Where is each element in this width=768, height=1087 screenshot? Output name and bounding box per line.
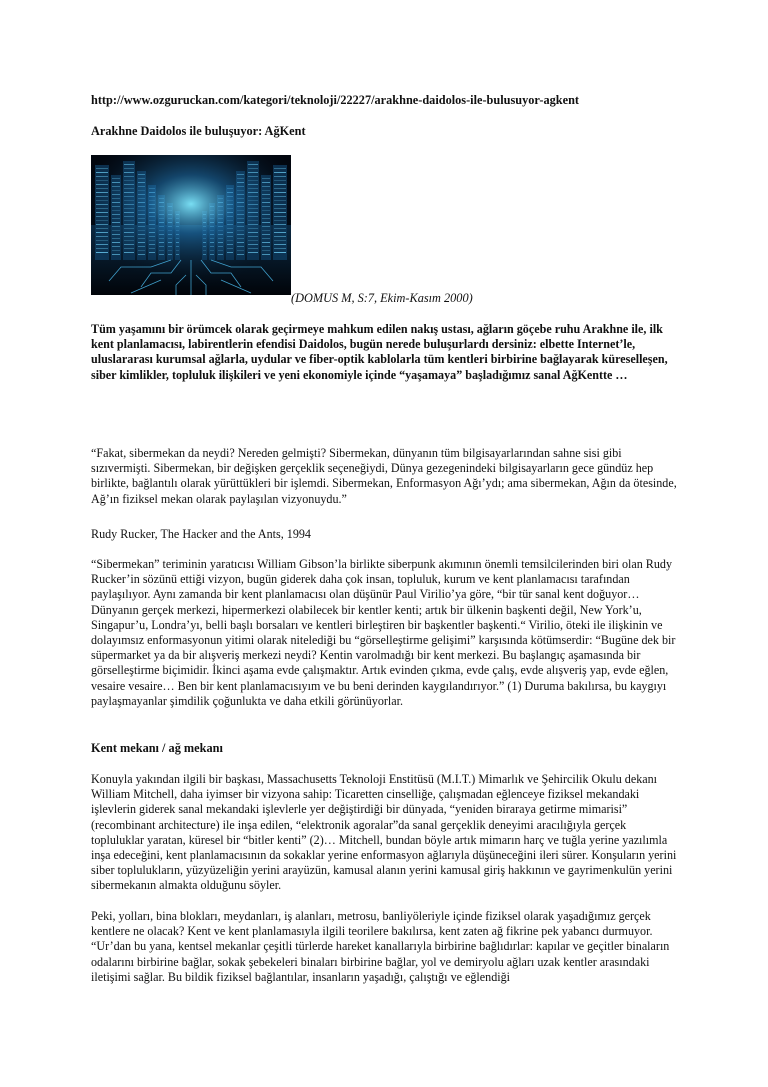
lead-paragraph: Tüm yaşamını bir örümcek olarak geçirmeye mahkum edilen nakış ustası, ağların göçebe ruhu Arakhne ile, ilk kent planlamacısı, labirentlerin efendisi Daidolos, bugün nerede buluşurlardı dersiniz: elbette Internet’le, uluslararası kurumsal ağlarla, uydular ve fiber-optik kablolarla tüm kentleri birbirine bağlayarak küreselleşen, siber kimlikler, topluluk ilişkileri ve yeni ekonomiyle içinde “yaşamaya” başladığımız sanal AğKentte … xyxy=(91,322,668,382)
cyber-city-image xyxy=(91,155,291,295)
quote-paragraph: “Fakat, sibermekan da neydi? Nereden gelmişti? Sibermekan, dünyanın tüm bilgisayarlarından sahne sisi gibi sızıvermişti. Sibermekan, bir değişken gerçeklik seçeneğiydi, Dünya gezegenindeki bilgisayarların gece gündüz hep birlikte, bağlantılı olarak yürüttükleri bir işlemdi. Sibermekan, Enformasyon Ağı’ydı; ama sibermekan, Ağın da ötesinde, Ağ’ın fiziksel mekan olarak paylaşılan vizyonuydu.” xyxy=(91,446,677,506)
image-caption: (DOMUS M, S:7, Ekim-Kasım 2000) xyxy=(291,291,473,305)
body-paragraph: Peki, yolları, bina blokları, meydanları, iş alanları, metrosu, banliyöleriyle içinde fiziksel olarak yaşadığımız gerçek kentlere ne olacak? Kent ve kent planlamasıyla ilgili teorilere bakılırsa, kent zaten ağ fikrine pek yabancı durmuyor. “Ur’dan bu yana, kentsel mekanlar çeşitli türlerde hareket kanallarıyla birbirine bağlıdırlar: kapılar ve geçitler binaların odalarını birbirine bağlar, sokak şebekeleri binaları birbirine bağlar, yol ve demiryolu ağları uzak kentler arasındaki iletişimi sağlar. Bu bildik fiziksel bağlantılar, insanların yaşadığı, çalıştığı ve eğlendiği xyxy=(91,909,670,984)
section-heading: Kent mekanı / ağ mekanı xyxy=(91,741,223,755)
article-title: Arakhne Daidolos ile buluşuyor: AğKent xyxy=(91,124,306,138)
body-paragraph: Konuyla yakından ilgili bir başkası, Massachusetts Teknoloji Enstitüsü (M.I.T.) Mimarlık ve Şehircilik Okulu dekanı William Mitchell, daha iyimser bir vizyona sahip: Ticaretten cinselliğe, çalışmadan eğlenceye fiziksel mekandaki işlevlerin giderek sanal mekandaki işlevlerle yer değiştirdiği bir dünyada, “yeniden biraraya getirme mimarisi” (recombinant architecture) ile inşa edilen, “elektronik agoralar”da sanal gerçeklik deneyimi aracılığıyla gerçek topluluklar yaratan, küresel bir “bitler kenti” (2)… Mitchell, bundan böyle artık mimarın harç ve tuğla yerine yazılımla inşa edeceğini, kent planlamacısının da sokaklar yerine enformasyon ağlarıyla düşüneceğini ileri sürer. Konşuların yerini siber toplulukların, yüzyüzeliğin yerini arayüzün, kamusal alanın yerini kamusal giriş hakkının ve gayrimenkulün yerini sibermekanın almakta olduğunu söyler. xyxy=(91,772,677,893)
body-paragraph: “Sibermekan” teriminin yaratıcısı William Gibson’la birlikte siberpunk akımının önemli temsilcilerinden biri olan Rudy Rucker’in sözünü ettiği vizyon, bugün giderek daha çok insan, topluluk, kurum ve kent planlamacısı tarafından paylaşılıyor. Aynı zamanda bir kent planlamacısı olan düşünür Paul Virilio’ya göre, “bir tür sanal kent doğuyor… Dünyanın gerçek merkezi, hipermerkezi olabilecek bir kentler kenti; artık bir ülkenin başkenti değil, New York’u, Singapur’u, Londra’yı, belli başlı borsaları ve kentleri birleştiren bir başkentler başkenti.“ Virilio, öteki ile ilişkinin ve dolayımsız enformasyonun yitimi olarak nitelediği bu “görselleştirme gelişimi” karşısında kötümserdir: “Bugüne dek bir süpermarket ya da bir alışveriş merkezi neydi? Kentin varolmadığı bir kent merkezi. Bu başlangıç aşamasında bir görselleştirme biçimidir. İkinci aşama evde çalışmaktır. Artık evinden çıkma, evde çalış, evde alışveriş yap, evde eğlen, vesaire vesaire… Ben bir kent planlamacısıyım ve bu beni derinden kaygılandırıyor.” (1) Duruma bakılırsa, bu kaygıyı paylaşmayanlar şimdilik çoğunlukta ve daha etkili görünüyorlar. xyxy=(91,557,676,708)
quote-attribution: Rudy Rucker, The Hacker and the Ants, 1994 xyxy=(91,527,311,541)
source-url[interactable]: http://www.ozguruckan.com/kategori/teknoloji/22227/arakhne-daidolos-ile-bulusuyor-agkent xyxy=(91,93,580,107)
